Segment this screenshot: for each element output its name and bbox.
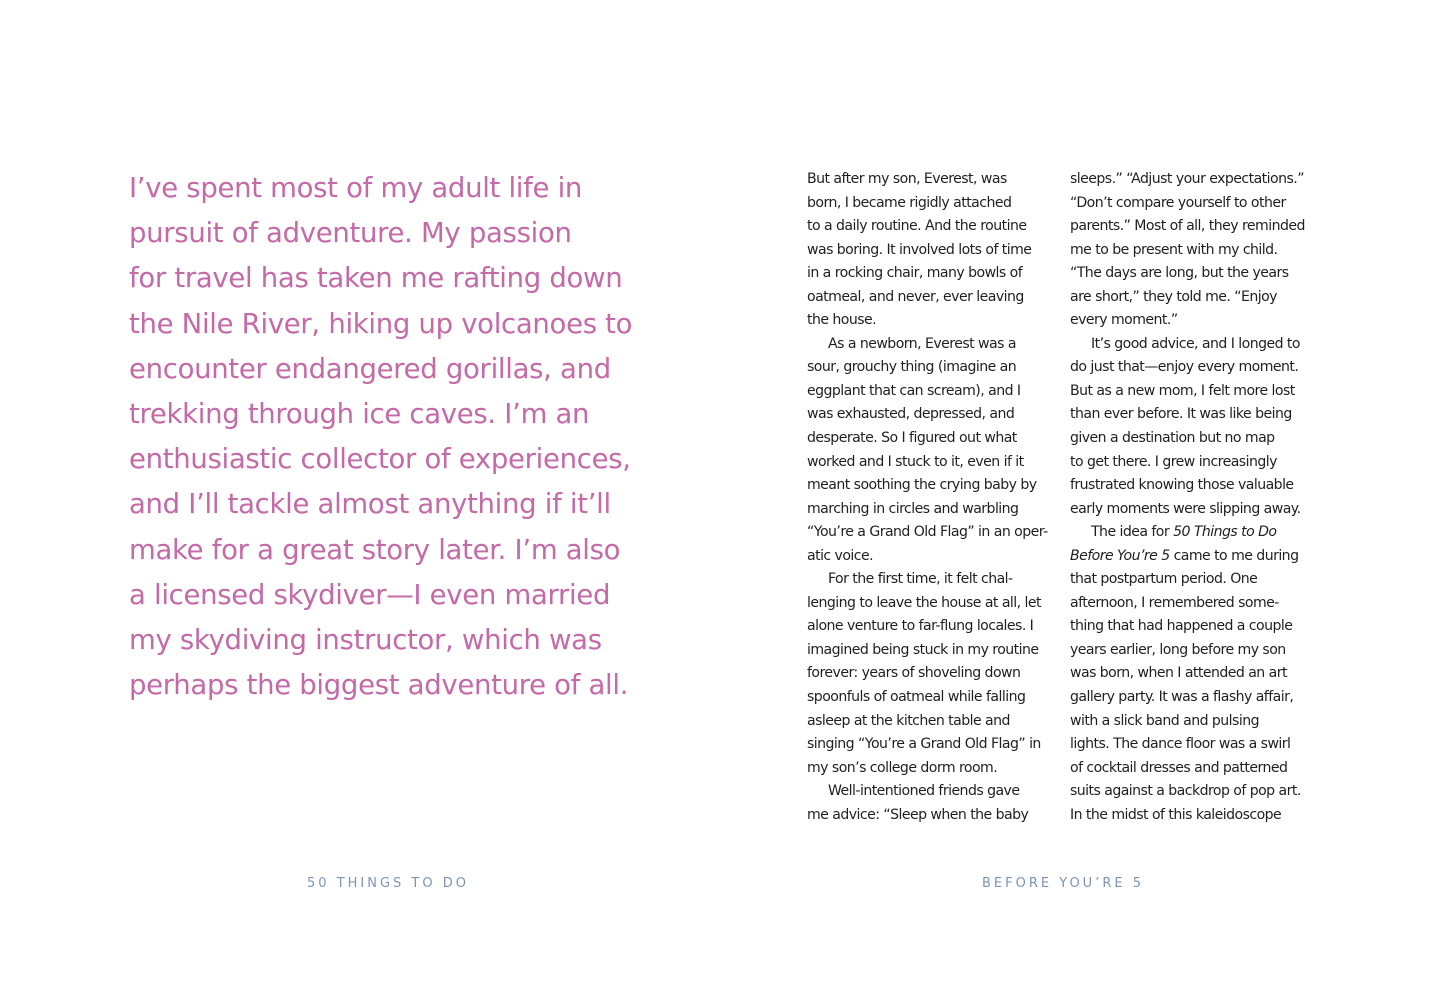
body-line: But after my son, Everest, was: [807, 171, 1007, 187]
running-footer-right: BEFORE YOU’RE 5: [982, 876, 1144, 891]
body-line: [1070, 521, 1320, 545]
body-line: do just that—enjoy every moment.: [1070, 359, 1299, 376]
body-line: lenging to leave the house at all, let: [807, 594, 1041, 611]
body-line: In the midst of this kaleidoscope: [1070, 806, 1282, 823]
body-line: desperate. So I figured out what: [807, 430, 1017, 447]
body-line: to a daily routine. And the routine: [807, 218, 1027, 235]
body-line: every moment.”: [1070, 312, 1178, 329]
body-line: “You’re a Grand Old Flag” in an oper-: [807, 524, 1048, 541]
pullquote-line: my skydiving instructor, which was: [129, 624, 602, 657]
body-line: singing “You’re a Grand Old Flag” in: [807, 736, 1041, 753]
pullquote-line: for travel has taken me rafting down: [129, 262, 623, 295]
pullquote-line: pursuit of adventure. My passion: [129, 217, 572, 250]
pullquote-line: the Nile River, hiking up volcanoes to: [129, 307, 633, 340]
body-line: For the first time, it felt chal-: [828, 571, 1013, 588]
body-line: years earlier, long before my son: [1070, 641, 1286, 658]
body-line: worked and I stuck to it, even if it: [807, 453, 1024, 470]
body-line: than ever before. It was like being: [1070, 406, 1292, 423]
body-line: sleeps.” “Adjust your expectations.”: [1070, 171, 1304, 187]
body-line: that postpartum period. One: [1070, 571, 1258, 588]
body-line: with a slick band and pulsing: [1070, 712, 1259, 729]
body-line: suits against a backdrop of pop art.: [1070, 783, 1301, 800]
book-title-italic: Before You’re 5: [1070, 547, 1170, 564]
right-page: [722, 0, 1445, 993]
body-line: parents.” Most of all, they reminded: [1070, 218, 1305, 235]
body-line: But as a new mom, I felt more lost: [1070, 382, 1295, 399]
pullquote-line: perhaps the biggest adventure of all.: [129, 669, 629, 702]
body-line: marching in circles and warbling: [807, 500, 1019, 517]
body-column-2: [1070, 168, 1320, 827]
body-line: oatmeal, and never, ever leaving: [807, 288, 1024, 305]
pullquote-line: encounter endangered gorillas, and: [129, 352, 611, 385]
pullquote-line: and I’ll tackle almost anything if it’ll: [129, 488, 611, 521]
body-line: in a rocking chair, many bowls of: [807, 265, 1023, 282]
body-line: “Don’t compare yourself to other: [1070, 194, 1286, 211]
body-line: frustrated knowing those valuable: [1070, 477, 1294, 494]
body-line: gallery party. It was a flashy affair,: [1070, 689, 1294, 706]
body-column-1: [807, 168, 1057, 827]
body-line: early moments were slipping away.: [1070, 500, 1301, 517]
pullquote-line: make for a great story later. I’m also: [129, 533, 621, 566]
body-line: It’s good advice, and I longed to: [1091, 335, 1300, 352]
body-line: As a newborn, Everest was a: [828, 335, 1016, 352]
body-line: afternoon, I remembered some-: [1070, 594, 1279, 611]
body-line: [1070, 545, 1320, 569]
body-line: was boring. It involved lots of time: [807, 241, 1032, 258]
body-line: asleep at the kitchen table and: [807, 712, 1010, 729]
body-line: the house.: [807, 312, 877, 329]
body-line: thing that had happened a couple: [1070, 618, 1293, 635]
body-line: born, I became rigidly attached: [807, 194, 1012, 211]
body-line: are short,” they told me. “Enjoy: [1070, 288, 1277, 305]
body-line: sour, grouchy thing (imagine an: [807, 359, 1017, 376]
idea-prefix: The idea for: [1091, 524, 1174, 541]
body-line: to get there. I grew increasingly: [1070, 453, 1277, 470]
body-line: me advice: “Sleep when the baby: [807, 806, 1029, 823]
body-line: my son’s college dorm room.: [807, 759, 998, 776]
body-line: me to be present with my child.: [1070, 241, 1278, 258]
pullquote-line: I’ve spent most of my adult life in: [129, 172, 583, 204]
body-line: forever: years of shoveling down: [807, 665, 1021, 682]
book-title-italic: 50 Things to Do: [1173, 524, 1277, 541]
body-line: was exhausted, depressed, and: [807, 406, 1015, 423]
body-line: given a destination but no map: [1070, 430, 1275, 447]
pullquote-line: enthusiastic collector of experiences,: [129, 443, 631, 476]
body-line: was born, when I attended an art: [1070, 665, 1287, 682]
body-line: “The days are long, but the years: [1070, 265, 1289, 282]
body-line: atic voice.: [807, 547, 874, 564]
body-line: eggplant that can scream), and I: [807, 382, 1021, 399]
running-footer-left: 50 THINGS TO DO: [307, 876, 469, 891]
body-line: alone venture to far-flung locales. I: [807, 618, 1034, 635]
body-line: spoonfuls of oatmeal while falling: [807, 689, 1026, 706]
body-line: Well-intentioned friends gave: [828, 783, 1020, 800]
pullquote: [129, 166, 689, 708]
left-page: [0, 0, 722, 993]
pullquote-line: a licensed skydiver—I even married: [129, 578, 611, 611]
body-line: of cocktail dresses and patterned: [1070, 759, 1288, 776]
body-line: imagined being stuck in my routine: [807, 641, 1039, 658]
pullquote-line: trekking through ice caves. I’m an: [129, 398, 590, 431]
body-line-rest: came to me during: [1169, 547, 1299, 564]
body-line: lights. The dance floor was a swirl: [1070, 736, 1291, 753]
body-line: meant soothing the crying baby by: [807, 477, 1037, 494]
